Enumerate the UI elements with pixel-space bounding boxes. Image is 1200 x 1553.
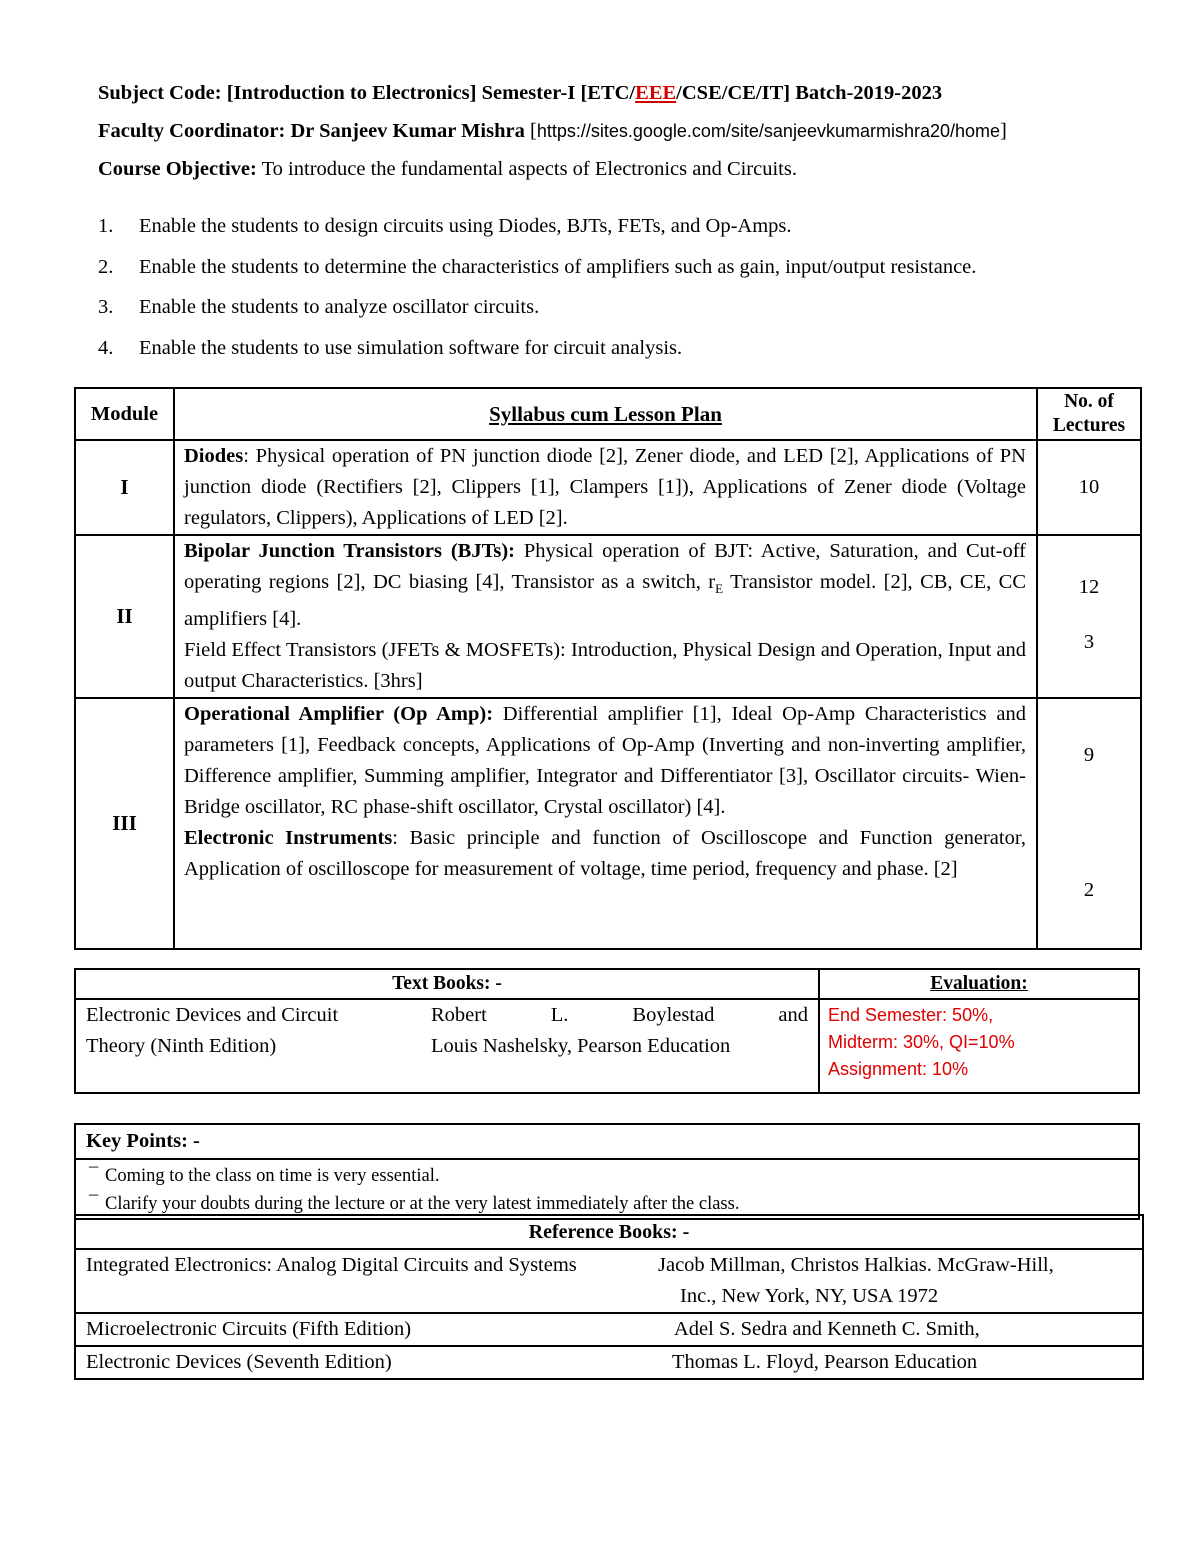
reference-title: Integrated Electronics: Analog Digital Circuits and Systems xyxy=(86,1254,577,1276)
subject-code-label: Subject Code: xyxy=(98,82,222,104)
keypoint-text: Coming to the class on time is very essential. xyxy=(105,1166,440,1186)
reference-books-table xyxy=(74,1214,1144,1380)
topic-text: Differential amplifier [1], Ideal Op-Amp Characteristics and parameters [1], Feedback concepts, Applications of Op-Amp (Inverting and non-inverting amplifier, Difference amplifier, Summing amplifier, Integrator and Differentiator [3], Oscillator circuits- Wien-Bridge oscillator, RC phase-shift oscillator, Crystal oscillator) [4]. xyxy=(184,703,1026,819)
faculty-bracket-open: [ xyxy=(529,120,537,142)
topic-title: Electronic Instruments xyxy=(184,827,393,850)
objective-item xyxy=(98,334,1148,375)
reference-row xyxy=(75,1249,1143,1313)
keypoint-text: Clarify your doubts during the lecture or at the very latest immediately after the class. xyxy=(105,1194,740,1214)
reference-row xyxy=(75,1346,1143,1379)
lecture-count: 2 xyxy=(1083,879,1095,902)
objective-item xyxy=(98,293,1148,334)
keypoints-header: Key Points: - xyxy=(75,1124,1139,1159)
module-number: III xyxy=(75,698,174,949)
objective-text: Enable the students to use simulation software for circuit analysis. xyxy=(139,336,683,359)
topic-text: Physical operation of BJT: Active, Saturation, and Cut-off operating regions [2], DC biasing [4], Transistor as a switch, r xyxy=(184,540,1026,593)
col-header-syllabus: Syllabus cum Lesson Plan xyxy=(174,388,1037,440)
objective-number: 4. xyxy=(98,336,114,359)
lecture-count: 10 xyxy=(1037,440,1141,535)
module-content xyxy=(174,440,1037,535)
evaluation-header: Evaluation: xyxy=(819,969,1139,999)
evaluation-end-semester: End Semester: 50%, xyxy=(828,1005,994,1025)
topic-title: Operational Amplifier (Op Amp): xyxy=(184,703,494,726)
evaluation-assignment: Assignment: 10% xyxy=(828,1059,969,1079)
topic-text: : Basic principle and function of Oscilloscope and Function generator, Application of oscilloscope for measurement of voltage, time period, frequency and phase. [2] xyxy=(184,827,1026,881)
topic-title: Diodes xyxy=(184,445,244,467)
objective-text: Enable the students to analyze oscillator circuits. xyxy=(139,296,540,318)
module-content xyxy=(174,535,1037,698)
faculty-url-link[interactable]: https://sites.google.com/site/sanjeevkumarmishra20/home xyxy=(536,121,1001,141)
col-header-lectures-line2: Lectures xyxy=(1052,415,1126,436)
author-word: Robert xyxy=(431,1004,487,1026)
reference-books-header: Reference Books: - xyxy=(75,1215,1143,1249)
subject-code-value: [Introduction to Electronics] xyxy=(226,82,477,104)
topic-text-b: Field Effect Transistors (JFETs & MOSFETs): Introduction, Physical Design and Operation, Input and output Characteristics. [3hrs] xyxy=(184,639,1026,693)
objectives-list xyxy=(98,212,1148,374)
keypoint-item xyxy=(89,1162,1128,1190)
lecture-count: 12 xyxy=(1078,576,1100,598)
col-header-lectures xyxy=(1037,388,1141,440)
textbooks-body-row xyxy=(75,999,1139,1093)
reference-author-line: Jacob Millman, Christos Halkias. McGraw-Hill, xyxy=(658,1254,1054,1276)
module-row-3 xyxy=(75,698,1141,949)
module-row-1 xyxy=(75,440,1141,535)
semester-text: Semester-I [ETC/ xyxy=(481,82,636,104)
textbook-author xyxy=(431,1000,808,1062)
module-number: I xyxy=(75,440,174,535)
module-number: II xyxy=(75,535,174,698)
textbook-title-line: Electronic Devices and Circuit xyxy=(86,1004,339,1026)
topic-text-cont: Transistor model. [2], CB, CE, CC amplifiers [4]. xyxy=(184,571,1026,631)
author-word: and xyxy=(778,1004,808,1026)
syllabus-header-row xyxy=(75,388,1141,440)
evaluation-midterm: Midterm: 30%, QI=10% xyxy=(828,1032,1015,1052)
textbooks-header-row xyxy=(75,969,1139,999)
lecture-count-cell xyxy=(1037,698,1141,949)
faculty-line xyxy=(98,120,1007,143)
course-objective-label: Course Objective: xyxy=(98,158,257,180)
topic-subscript: E xyxy=(715,581,724,597)
subject-code-line xyxy=(98,82,942,105)
reference-cell xyxy=(75,1313,1143,1346)
textbook-entry xyxy=(75,999,819,1093)
textbooks-header: Text Books: - xyxy=(75,969,819,999)
reference-author: Adel S. Sedra and Kenneth C. Smith, xyxy=(674,1318,980,1340)
col-header-module: Module xyxy=(75,388,174,440)
semester-highlight: EEE xyxy=(635,82,677,104)
objective-item xyxy=(98,253,1148,294)
objective-number: 1. xyxy=(98,215,114,237)
faculty-label: Faculty Coordinator: Dr Sanjeev Kumar Mishra xyxy=(98,120,525,142)
reference-title: Electronic Devices (Seventh Edition) xyxy=(86,1351,392,1373)
topic-text: : Physical operation of PN junction diode [2], Zener diode, and LED [2], Applications of PN junction diode (Rectifiers [2], Clippers [1], Clampers [1]), Applications of Zener diode (Voltage regulators, Clippers), Applications of LED [2]. xyxy=(184,445,1026,529)
textbook-title xyxy=(86,1000,431,1062)
objective-number: 2. xyxy=(98,255,114,278)
lecture-count: 3 xyxy=(1083,631,1095,653)
topic-title: Bipolar Junction Transistors (BJTs): xyxy=(184,540,515,562)
module-row-2 xyxy=(75,535,1141,698)
keypoints-body xyxy=(75,1159,1139,1219)
reference-author xyxy=(658,1250,1132,1312)
syllabus-table xyxy=(74,387,1142,950)
reference-author: Thomas L. Floyd, Pearson Education xyxy=(672,1351,978,1373)
lecture-count-cell xyxy=(1037,535,1141,698)
author-word: Boylestad xyxy=(632,1004,715,1026)
reference-row xyxy=(75,1313,1143,1346)
objective-number: 3. xyxy=(98,296,114,318)
textbooks-table xyxy=(74,968,1140,1094)
reference-title: Microelectronic Circuits (Fifth Edition) xyxy=(86,1318,412,1340)
course-objective-line xyxy=(98,158,797,181)
bullet-mark: ¯ xyxy=(89,1166,99,1186)
objective-text: Enable the students to determine the characteristics of amplifiers such as gain, input/output resistance. xyxy=(139,255,977,278)
reference-cell xyxy=(75,1249,1143,1313)
textbook-author-line: Louis Nashelsky, Pearson Education xyxy=(431,1035,731,1057)
semester-rest: /CSE/CE/IT] Batch-2019-2023 xyxy=(676,82,943,104)
col-header-lectures-line1: No. of xyxy=(1064,391,1114,412)
objective-item xyxy=(98,212,1148,253)
evaluation-body xyxy=(819,999,1139,1093)
textbook-title-line: Theory (Ninth Edition) xyxy=(86,1035,277,1057)
module-content xyxy=(174,698,1037,949)
reference-author-line: Inc., New York, NY, USA 1972 xyxy=(680,1285,939,1307)
lecture-count: 9 xyxy=(1083,744,1095,767)
keypoints-table xyxy=(74,1123,1140,1220)
faculty-bracket-close: ] xyxy=(1000,120,1007,142)
bullet-mark: ¯ xyxy=(89,1194,99,1214)
objective-text: Enable the students to design circuits using Diodes, BJTs, FETs, and Op-Amps. xyxy=(139,215,792,237)
course-objective-text: To introduce the fundamental aspects of Electronics and Circuits. xyxy=(261,158,797,180)
author-word: L. xyxy=(550,1004,569,1026)
reference-cell xyxy=(75,1346,1143,1379)
